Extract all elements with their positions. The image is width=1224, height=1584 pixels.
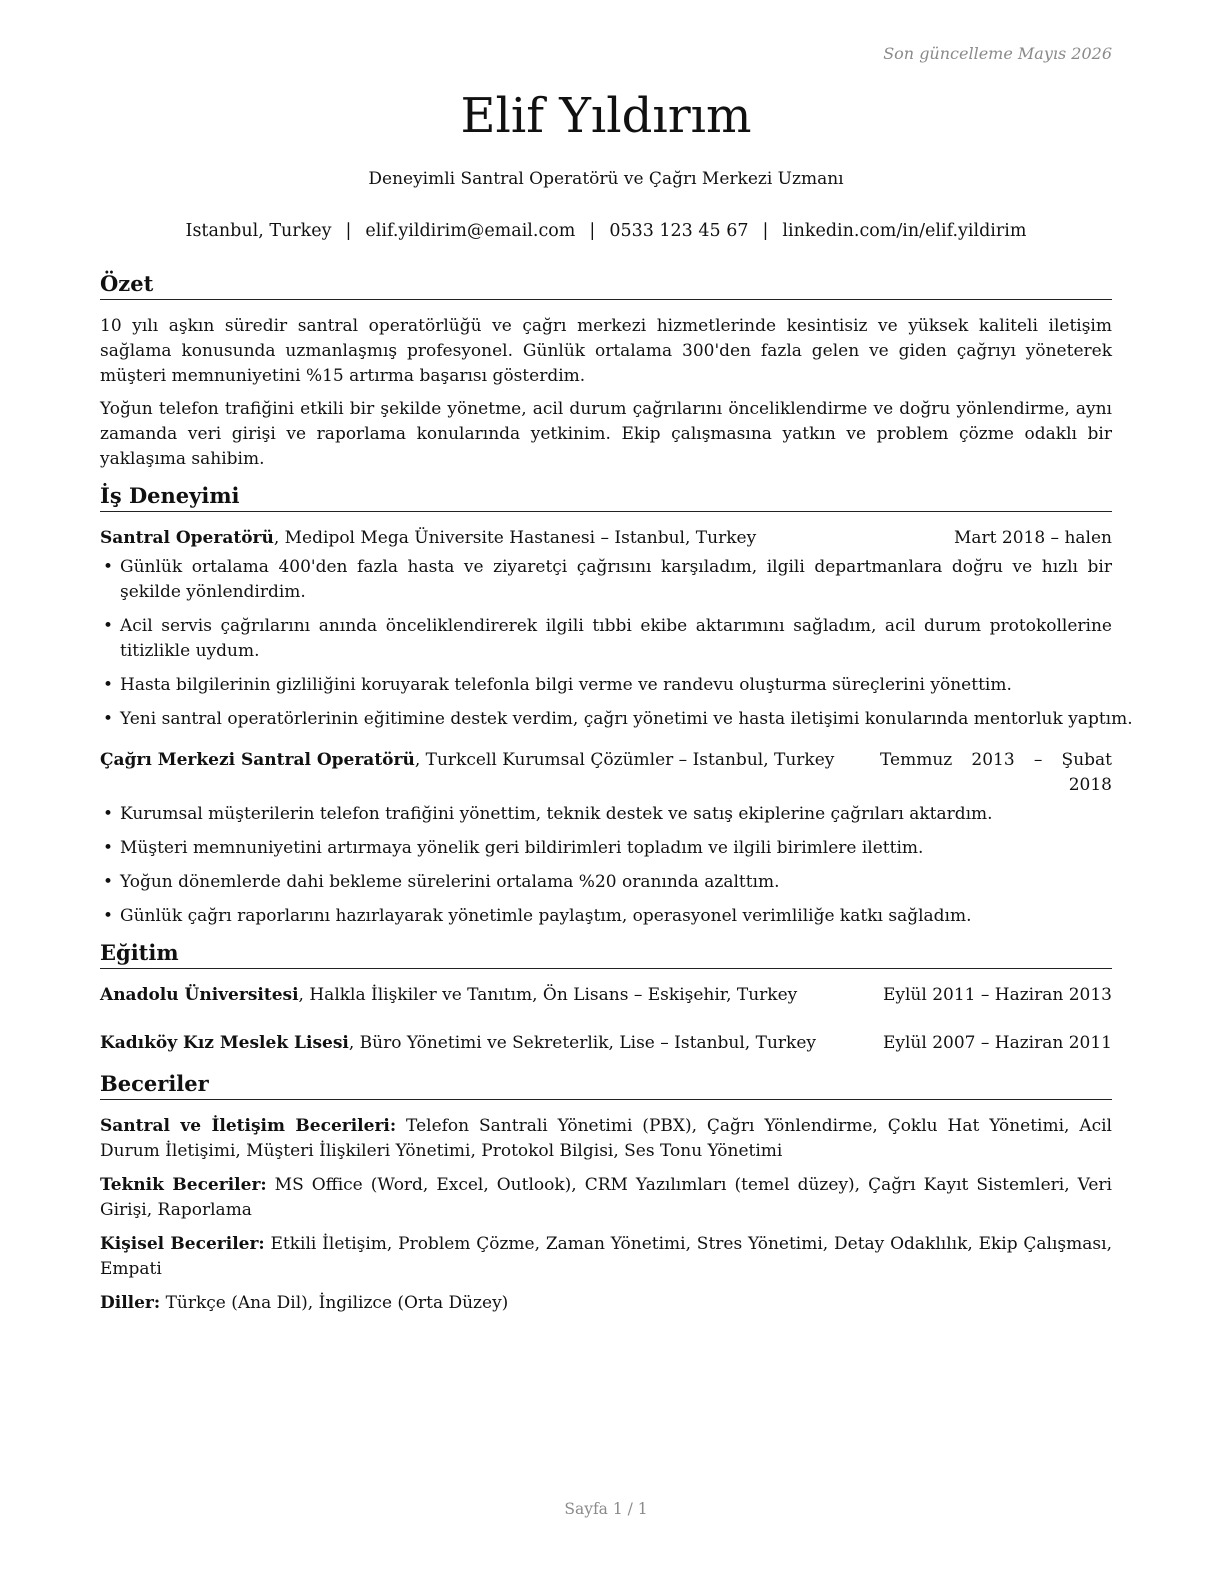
job-bullets xyxy=(100,555,1133,732)
education-entry xyxy=(100,983,1112,1008)
skills-section xyxy=(100,1070,1112,1316)
experience-title: İş Deneyimi xyxy=(100,482,1112,512)
job-bullet xyxy=(100,904,1112,929)
contact-separator: | xyxy=(589,221,596,241)
job-bullet xyxy=(100,614,1112,664)
candidate-name: Elif Yıldırım xyxy=(460,88,752,144)
skill-group-label: Diller: xyxy=(100,1293,161,1313)
resume-content xyxy=(100,270,1133,1326)
skill-group xyxy=(100,1232,1112,1282)
education-school: Anadolu Üniversitesi xyxy=(100,985,299,1005)
skill-group-value: Etkili İletişim, Problem Çözme, Zaman Yönetimi, Stres Yönetimi, Detay Odaklılık, Ekip Çalışması, Empati xyxy=(100,1234,1112,1279)
education-school-detail xyxy=(100,1031,816,1056)
bullet-dot-icon: • xyxy=(103,675,114,695)
skill-group-value: Türkçe (Ana Dil), İngilizce (Orta Düzey) xyxy=(160,1293,509,1313)
job-bullets xyxy=(100,802,1112,929)
job-bullet xyxy=(100,673,1112,698)
job-bullet-text: Hasta bilgilerinin gizliliğini koruyarak telefonla bilgi verme ve randevu oluşturma süreçlerini yönettim. xyxy=(120,675,1012,695)
job-dates: Temmuz 2013 – Şubat 2018 xyxy=(880,750,1112,795)
summary-paragraph: Yoğun telefon trafiğini etkili bir şekilde yönetme, acil durum çağrılarını önceliklendirme ve doğru yönlendirme, aynı zamanda veri girişi ve raporlama konularında yetkinim. Ekip çalışmasına yatkın ve problem çözme odaklı bir yaklaşıma sahibim. xyxy=(100,399,1112,469)
candidate-headline: Deneyimli Santral Operatörü ve Çağrı Merkezi Uzmanı xyxy=(368,169,844,189)
contact-location: Istanbul, Turkey xyxy=(185,221,332,241)
education-dates: Eylül 2011 – Haziran 2013 xyxy=(882,985,1112,1005)
job-role-org xyxy=(100,526,938,551)
skill-group-label: Santral ve İletişim Becerileri: xyxy=(100,1116,397,1136)
job-header xyxy=(100,748,1112,798)
contact-separator: | xyxy=(345,221,352,241)
job-org: , Turkcell Kurumsal Çözümler – Istanbul, Turkey xyxy=(414,750,835,770)
job-header xyxy=(100,526,1112,551)
job-role-org xyxy=(100,748,864,798)
education-detail: , Halkla İlişkiler ve Tanıtım, Ön Lisans – Eskişehir, Turkey xyxy=(298,985,798,1005)
skill-group-value: MS Office (Word, Excel, Outlook), CRM Yazılımları (temel düzey), Çağrı Kayıt Sistemleri, Veri Girişi, Raporlama xyxy=(100,1175,1112,1220)
bullet-dot-icon: • xyxy=(103,616,114,636)
bullet-dot-icon: • xyxy=(103,709,114,729)
skill-group-label: Teknik Beceriler: xyxy=(100,1175,267,1195)
job-bullet-text: Yoğun dönemlerde dahi bekleme sürelerini ortalama %20 oranında azalttım. xyxy=(120,872,780,892)
job-org: , Medipol Mega Üniversite Hastanesi – Istanbul, Turkey xyxy=(273,528,757,548)
job-bullet-text: Günlük ortalama 400'den fazla hasta ve ziyaretçi çağrısını karşıladım, ilgili departmanlara doğru ve hızlı bir şekilde yönlendirdim. xyxy=(120,557,1112,602)
job-dates: Mart 2018 – halen xyxy=(953,528,1112,548)
skill-group-label: Kişisel Beceriler: xyxy=(100,1234,265,1254)
bullet-dot-icon: • xyxy=(103,906,114,926)
contact-email[interactable]: elif.yildirim@email.com xyxy=(365,221,576,241)
job-bullet xyxy=(100,707,1133,732)
education-school: Kadıköy Kız Meslek Lisesi xyxy=(100,1033,349,1053)
last-updated-note: Son güncelleme Mayıs 2026 xyxy=(883,44,1112,63)
bullet-dot-icon: • xyxy=(103,872,114,892)
education-entry xyxy=(100,1031,1112,1056)
resume-page xyxy=(100,0,1133,1584)
job-role: Santral Operatörü xyxy=(100,528,274,548)
contact-line xyxy=(100,218,1112,244)
education-title: Eğitim xyxy=(100,939,1112,969)
job-bullet-text: Müşteri memnuniyetini artırmaya yönelik geri bildirimleri topladım ve ilgili birimlere ilettim. xyxy=(120,838,924,858)
bullet-dot-icon: • xyxy=(103,804,114,824)
job-role: Çağrı Merkezi Santral Operatörü xyxy=(100,750,415,770)
experience-section xyxy=(100,482,1133,929)
skill-group-value: Telefon Santrali Yönetimi (PBX), Çağrı Yönlendirme, Çoklu Hat Yönetimi, Acil Durum İletişimi, Müşteri İlişkileri Yönetimi, Protokol Bilgisi, Ses Tonu Yönetimi xyxy=(100,1116,1112,1161)
contact-separator: | xyxy=(762,221,769,241)
job-bullet xyxy=(100,836,1112,861)
job-entry xyxy=(100,748,1112,929)
job-bullet xyxy=(100,870,1112,895)
job-bullet xyxy=(100,555,1112,605)
bullet-dot-icon: • xyxy=(103,838,114,858)
page-number-footer: Sayfa 1 / 1 xyxy=(564,1500,648,1518)
education-detail: , Büro Yönetimi ve Sekreterlik, Lise – Istanbul, Turkey xyxy=(348,1033,816,1053)
bullet-dot-icon: • xyxy=(103,557,114,577)
summary-paragraph: 10 yılı aşkın süredir santral operatörlüğü ve çağrı merkezi hizmetlerinde kesintisiz ve yüksek kaliteli iletişim sağlama konusunda uzmanlaşmış profesyonel. Günlük ortalama 300'den fazla gelen ve giden çağrıyı yöneterek müşteri memnuniyetini %15 artırma başarısı gösterdim. xyxy=(100,316,1112,386)
skills-title: Beceriler xyxy=(100,1070,1112,1100)
job-bullet-text: Günlük çağrı raporlarını hazırlayarak yönetimle paylaştım, operasyonel verimliliğe katkı sağladım. xyxy=(120,906,972,926)
summary-section xyxy=(100,270,1112,472)
job-bullet-text: Yeni santral operatörlerinin eğitimine destek verdim, çağrı yönetimi ve hasta iletişimi konularında mentorluk yaptım. xyxy=(120,709,1133,729)
skill-group xyxy=(100,1291,1112,1316)
job-bullet-text: Acil servis çağrılarını anında önceliklendirerek ilgili tıbbi ekibe aktarımını sağladım, acil durum protokollerine titizlikle uydum. xyxy=(120,616,1112,661)
education-section xyxy=(100,939,1112,1056)
skill-group xyxy=(100,1173,1112,1223)
education-school-detail xyxy=(100,983,797,1008)
job-bullet xyxy=(100,802,1112,827)
skill-group xyxy=(100,1114,1112,1164)
job-bullet-text: Kurumsal müşterilerin telefon trafiğini yönettim, teknik destek ve satış ekiplerine çağrıları aktardım. xyxy=(120,804,993,824)
contact-linkedin[interactable]: linkedin.com/in/elif.yildirim xyxy=(782,221,1027,241)
education-dates: Eylül 2007 – Haziran 2011 xyxy=(882,1033,1112,1053)
summary-title: Özet xyxy=(100,270,1112,300)
contact-phone: 0533 123 45 67 xyxy=(609,221,749,241)
job-entry xyxy=(100,526,1133,732)
